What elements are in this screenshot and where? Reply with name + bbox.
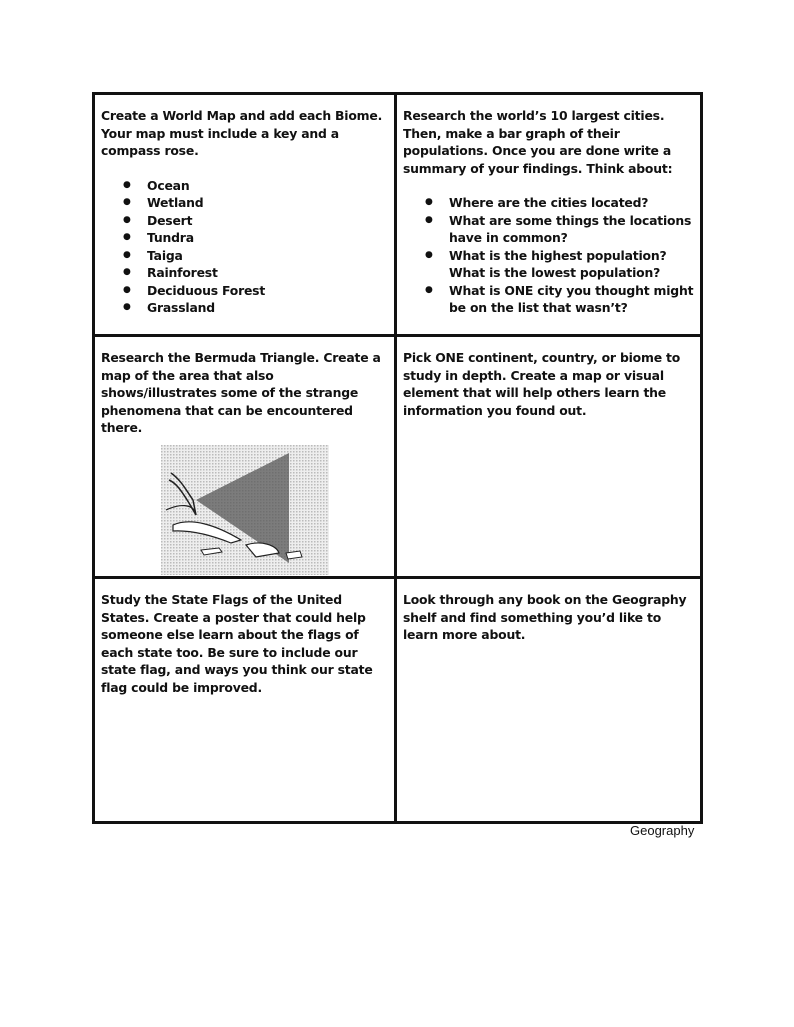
list-item: ● Deciduous Forest bbox=[147, 282, 388, 300]
choice-board bbox=[92, 92, 703, 824]
list-item: ● Wetland bbox=[147, 194, 388, 212]
list-item: ● Ocean bbox=[147, 177, 388, 195]
cell-world-map bbox=[95, 95, 397, 337]
list-item: ● Grassland bbox=[147, 299, 388, 317]
bermuda-triangle-map-image bbox=[161, 445, 329, 575]
list-item: ● Tundra bbox=[147, 229, 388, 247]
biome-list bbox=[101, 177, 388, 317]
footer-label: Geography bbox=[630, 823, 695, 838]
cell-text: Look through any book on the Geography shelf and find something you’d like to learn more about. bbox=[403, 592, 687, 642]
list-item: ● Taiga bbox=[147, 247, 388, 265]
list-item: ● Rainforest bbox=[147, 264, 388, 282]
list-item: ● What are some things the locations have in common? bbox=[449, 212, 694, 247]
cell-bermuda-triangle bbox=[95, 337, 397, 579]
cell-geography-book bbox=[397, 579, 700, 821]
cell-text: Create a World Map and add each Biome. Your map must include a key and a compass rose. bbox=[101, 108, 383, 158]
cell-largest-cities bbox=[397, 95, 700, 337]
cell-continent-study bbox=[397, 337, 700, 579]
cell-text: Research the world’s 10 largest cities. Then, make a bar graph of their populations. Once you are done write a summary of your findings. Think about: bbox=[403, 108, 673, 176]
cell-text: Study the State Flags of the United States. Create a poster that could help someone else learn about the flags of each state too. Be sure to include our state flag, and ways you think our state flag could be improved. bbox=[101, 592, 373, 695]
cell-state-flags bbox=[95, 579, 397, 821]
cell-text: Research the Bermuda Triangle. Create a map of the area that also shows/illustrates some of the strange phenomena that can be encountered there. bbox=[101, 350, 381, 435]
question-list bbox=[403, 194, 694, 317]
list-item: ● What is the highest population? What is the lowest population? bbox=[449, 247, 694, 282]
list-item: ● Desert bbox=[147, 212, 388, 230]
cell-text: Pick ONE continent, country, or biome to study in depth. Create a map or visual element that will help others learn the information you found out. bbox=[403, 350, 681, 418]
list-item: ● What is ONE city you thought might be on the list that wasn’t? bbox=[449, 282, 694, 317]
list-item: ● Where are the cities located? bbox=[449, 194, 694, 212]
